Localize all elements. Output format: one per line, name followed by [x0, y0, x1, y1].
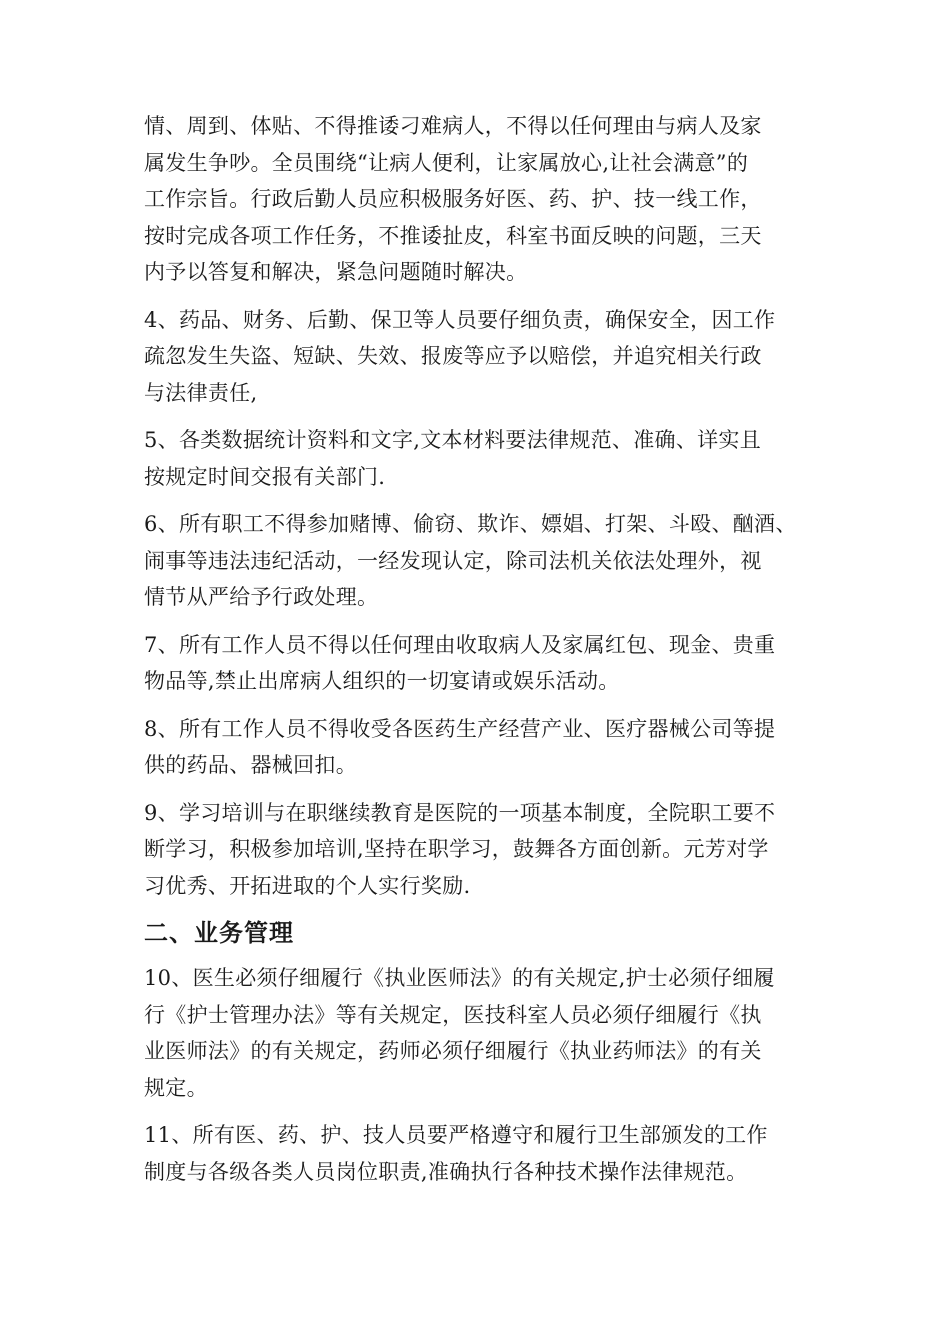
text-line: 内予以答复和解决，紧急问题随时解决。: [144, 260, 528, 284]
text-line: 物品等,禁止出席病人组织的一切宴请或娱乐活动。: [144, 669, 620, 693]
text-line: 制度与各级各类人员岗位职责,准确执行各种技术操作法律规范。: [144, 1159, 748, 1184]
paragraph-item-10: [144, 960, 824, 1106]
paragraph-item-9: [144, 795, 824, 905]
text-line: 规定。: [144, 1075, 208, 1100]
text-line: 4、药品、财务、后勤、保卫等人员要仔细负责，确保安全，因工作: [144, 307, 776, 332]
text-line: 断学习，积极参加培训,坚持在职学习，鼓舞各方面创新。元芳对学: [144, 837, 769, 861]
text-line: 习优秀、开拓进取的个人实行奖励.: [144, 873, 471, 898]
text-line: 9、学习培训与在职继续教育是医院的一项基本制度，全院职工要不: [144, 800, 776, 825]
paragraph-item-8: [144, 711, 824, 784]
text-line: 与法律责任,: [144, 380, 258, 405]
text-line: 8、所有工作人员不得收受各医药生产经营产业、医疗器械公司等提: [144, 716, 776, 741]
text-line: 5、各类数据统计资料和文字,文本材料要法律规范、准确、详实且: [144, 428, 762, 452]
text-line: 10、医生必须仔细履行《执业医师法》的有关规定,护士必须仔细履: [144, 966, 775, 990]
text-line: 属发生争吵。全员围绕“让病人便利，让家属放心,让社会满意”的: [144, 150, 749, 175]
text-line: 6、所有职工不得参加赌博、偷窃、欺诈、嫖娼、打架、斗殴、酗酒、: [144, 512, 797, 536]
paragraph-service-attitude: [144, 108, 824, 291]
document-body: [144, 108, 824, 1201]
paragraph-item-6: [144, 506, 824, 616]
text-line: 7、所有工作人员不得以任何理由收取病人及家属红包、现金、贵重: [144, 632, 776, 657]
text-line: 业医师法》的有关规定，药师必须仔细履行《执业药师法》的有关: [144, 1039, 762, 1063]
text-line: 11、所有医、药、护、技人员要严格遵守和履行卫生部颁发的工作: [144, 1123, 768, 1147]
text-line: 工作宗旨。行政后勤人员应积极服务好医、药、护、技一线工作，: [144, 187, 762, 211]
section-heading-business-management: [144, 915, 824, 951]
text-line: 情节从严给予行政处理。: [144, 585, 379, 609]
text-line: 按时完成各项工作任务，不推诿扯皮，科室书面反映的问题，三天: [144, 223, 762, 248]
text-line: 行《护士管理办法》等有关规定，医技科室人员必须仔细履行《执: [144, 1002, 762, 1027]
heading-text: 二、业务管理: [144, 919, 294, 947]
paragraph-item-7: [144, 627, 824, 700]
paragraph-item-11: [144, 1117, 824, 1190]
paragraph-item-5: [144, 422, 824, 495]
text-line: 情、周到、体贴、不得推诿刁难病人，不得以任何理由与病人及家: [144, 114, 762, 138]
text-line: 按规定时间交报有关部门.: [144, 464, 386, 489]
text-line: 闹事等违法违纪活动，一经发现认定，除司法机关依法处理外，视: [144, 548, 762, 573]
text-line: 供的药品、器械回扣。: [144, 753, 357, 777]
paragraph-item-4: [144, 302, 824, 412]
text-line: 疏忽发生失盗、短缺、失效、报废等应予以赔偿，并追究相关行政: [144, 344, 762, 368]
